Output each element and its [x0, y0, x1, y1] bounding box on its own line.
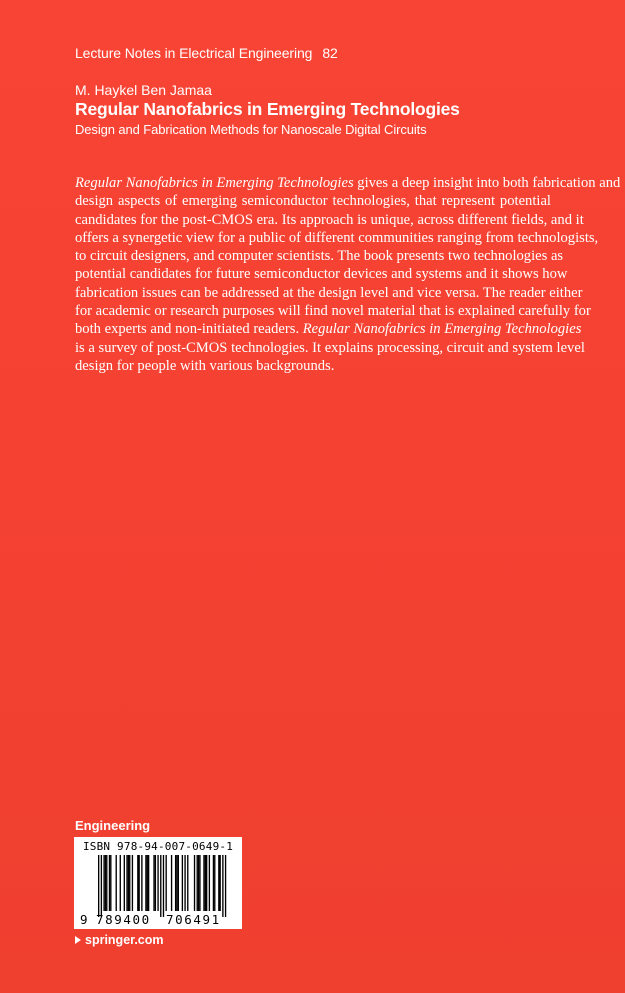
series-line — [75, 45, 338, 61]
barcode-bar — [157, 855, 158, 911]
barcode-bar — [203, 855, 204, 911]
barcode-bar — [153, 855, 154, 911]
book-title: Regular Nanofabrics in Emerging Technologies — [75, 99, 460, 119]
barcode-bar — [222, 855, 223, 917]
barcode-bar — [141, 855, 142, 911]
barcode-bar — [126, 855, 127, 911]
springer-link-text: springer.com — [85, 933, 164, 947]
blurb-line: Regular Nanofabrics in Emerging Technologies gives a deep insight into both fabrication and — [75, 175, 621, 191]
book-subtitle: Design and Fabrication Methods for Nanoscale Digital Circuits — [75, 122, 427, 137]
barcode-bar — [176, 855, 177, 911]
barcode-bar — [205, 855, 206, 911]
series-volume: 82 — [322, 45, 338, 61]
barcode-bar — [155, 855, 156, 911]
barcode-bar — [184, 855, 185, 911]
barcode-bar — [110, 855, 111, 911]
barcode-bar — [199, 855, 200, 911]
barcode-bar — [145, 855, 146, 911]
blurb-line: potential candidates for future semiconductor devices and systems and it shows how — [75, 266, 568, 283]
blurb-line: design for people with various backgrounds. — [75, 357, 335, 374]
barcode-bar — [209, 855, 210, 911]
isbn-barcode — [74, 837, 242, 929]
barcode-bar — [105, 855, 106, 911]
barcode-bar — [106, 855, 107, 911]
barcode-bar — [128, 855, 129, 911]
barcode-bar — [206, 855, 207, 911]
barcode-bar — [120, 855, 121, 911]
blurb-italic-title: Regular Nanofabrics in Emerging Technologies — [75, 175, 354, 191]
barcode-bar — [132, 855, 133, 911]
barcode-bar — [182, 855, 183, 911]
barcode-bar — [148, 855, 149, 911]
blurb-line: is a survey of post-CMOS technologies. It explains processing, circuit and system level — [75, 339, 585, 356]
barcode-bar — [137, 855, 138, 911]
barcode-bar — [109, 855, 110, 911]
barcode-bar — [178, 855, 179, 911]
isbn-label: ISBN 978-94-007-0649-1 — [82, 840, 234, 853]
blurb-line: design aspects of emerging semiconductor technologies, that represent potential — [75, 193, 551, 210]
author-name: M. Haykel Ben Jamaa — [75, 82, 212, 98]
barcode-bar — [175, 855, 176, 911]
barcode-bar — [218, 855, 219, 911]
barcode-bar — [166, 855, 167, 911]
category-label: Engineering — [75, 818, 151, 833]
barcode-bar — [225, 855, 226, 917]
blurb-line: fabrication issues can be addressed at the design level and vice versa. The reader either — [75, 284, 583, 301]
barcode-bar — [147, 855, 148, 911]
barcode-digit-group-left: 789400 — [96, 912, 151, 927]
barcode-bar — [213, 855, 214, 911]
barcode-lead-digit: 9 — [80, 912, 88, 927]
barcode-bar — [197, 855, 198, 911]
barcode-bar — [139, 855, 140, 911]
barcode-bar — [187, 855, 188, 911]
barcode-bar — [98, 855, 99, 917]
barcode-bar — [101, 855, 102, 917]
barcode-bar — [116, 855, 117, 911]
barcode-bar — [214, 855, 215, 911]
blurb-paragraph — [75, 174, 621, 375]
barcode-digit-group-right: 706491 — [166, 912, 221, 927]
barcode-bar — [163, 855, 164, 917]
barcode-bar — [171, 855, 172, 911]
blurb-line: offers a synergetic view for a public of different communities ranging from technologists, — [75, 229, 599, 246]
series-name: Lecture Notes in Electrical Engineering — [75, 45, 313, 61]
barcode-bar — [103, 855, 104, 911]
blurb-italic-title: Regular Nanofabrics in Emerging Technologies — [302, 321, 582, 338]
barcode-bar — [129, 855, 130, 911]
blurb-line: for academic or research purposes will find novel material that is explained carefully for — [75, 303, 591, 320]
barcode-bar — [160, 855, 161, 917]
barcode-bar — [194, 855, 195, 911]
blurb-line: to circuit designers, and computer scientists. The book presents two technologies as — [75, 248, 564, 265]
barcode-bar — [124, 855, 125, 911]
barcode-bar — [198, 855, 199, 911]
springer-link[interactable] — [75, 933, 164, 947]
barcode-bar — [220, 855, 221, 911]
blurb-line: candidates for the post-CMOS era. Its approach is unique, across different fields, and it — [75, 211, 584, 228]
arrow-right-icon — [75, 936, 81, 944]
blurb-line: both experts and non-initiated readers. Regular Nanofabrics in Emerging Technologies — [75, 321, 582, 338]
